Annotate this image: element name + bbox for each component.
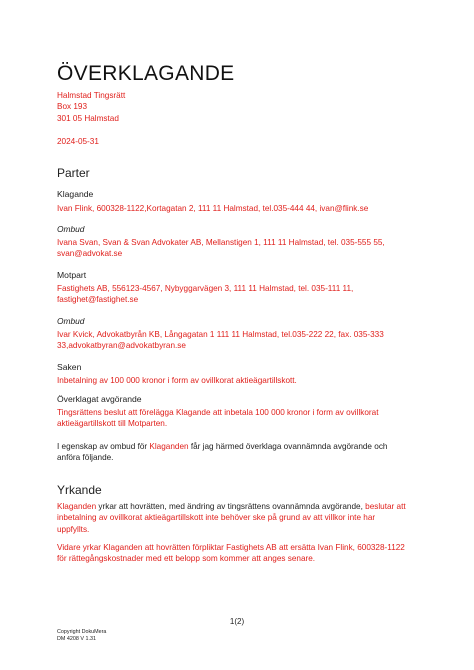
ombud2-label: Ombud — [57, 316, 85, 326]
egenskap-klaganden: Klaganden — [149, 442, 189, 451]
saken-label: Saken — [57, 362, 82, 372]
ombud2-value — [57, 329, 417, 352]
yrkande-p1-line-1 — [57, 501, 417, 512]
yrkande-p1-line-2: inbetalning av ovillkorat aktieägartillskott inte behöver ske på grund av att villkor inte har — [57, 513, 376, 523]
egenskap-paragraph — [57, 441, 417, 464]
ombud1-line-1: Ivana Svan, Svan & Svan Advokater AB, Mellanstigen 1, 111 11 Halmstad, tel. 035-555 55, — [57, 238, 385, 247]
ombud1-value — [57, 237, 417, 260]
overklagat-value — [57, 407, 417, 430]
court-city: 301 05 Halmstad — [57, 113, 119, 123]
overklagat-label: Överklagat avgörande — [57, 394, 142, 404]
court-name: Halmstad Tingsrätt — [57, 91, 126, 100]
page-number: 1(2) — [229, 617, 245, 626]
motpart-line-2: fastighet@fastighet.se — [57, 295, 139, 305]
saken-value — [57, 375, 417, 386]
saken-text: Inbetalning av 100 000 kronor i form av ovillkorat aktieägartillskott. — [57, 376, 297, 385]
yrkande-p1-mid: yrkar att hovrätten, med ändring av tingsrättens ovannämnda avgörande, — [96, 502, 366, 511]
klagande-text: Ivan Flink, 600328-1122,Kortagatan 2, 111 11 Halmstad, tel.035-444 44, ivan@flink.se — [57, 204, 369, 213]
yrkande-beslutar: beslutar att — [365, 502, 406, 511]
yrkande-klaganden: Klaganden — [57, 502, 97, 511]
egenskap-text-pre: I egenskap av ombud för — [57, 442, 150, 451]
egenskap-line-2: anföra följande. — [57, 453, 114, 463]
ombud2-line-2: 33,advokatbyran@advokatbyran.se — [57, 341, 186, 351]
klagande-value — [57, 203, 417, 214]
yrkande-p2-line-2: för rättegångskostnader med ett belopp som kommer att anges senare. — [57, 554, 316, 564]
footer — [57, 629, 106, 643]
motpart-label: Motpart — [57, 270, 87, 280]
footer-version: DM 4208 V 1.31 — [57, 636, 96, 642]
ombud2-line-1: Ivar Kvick, Advokatbyrån KB, Långagatan 1 111 11 Halmstad, tel.035-222 22, fax. 035-333 — [57, 330, 384, 339]
document-date: 2024-05-31 — [57, 137, 99, 146]
yrkande-p1-line-3: uppfyllts. — [57, 524, 90, 534]
yrkande-paragraph-2 — [57, 542, 417, 565]
yrkande-paragraph-1 — [57, 501, 417, 535]
court-address — [57, 90, 125, 124]
section-heading-yrkande: Yrkande — [57, 483, 102, 497]
overklagat-line-1: Tingsrättens beslut att förelägga Klagande att inbetala 100 000 kronor i form av ovillkorat — [57, 408, 379, 417]
document-title: ÖVERKLAGANDE — [57, 62, 235, 85]
footer-copyright: Copyright DokuMera — [57, 629, 107, 635]
egenskap-line-1 — [57, 441, 417, 452]
klagande-label: Klagande — [57, 189, 94, 199]
ombud1-line-2: svan@advokat.se — [57, 249, 123, 259]
section-heading-parter: Parter — [57, 166, 90, 180]
court-box: Box 193 — [57, 102, 88, 112]
motpart-line-1: Fastighets AB, 556123-4567, Nybyggarvägen 3, 111 11 Halmstad, tel. 035-111 11, — [57, 284, 354, 293]
motpart-value — [57, 283, 417, 306]
ombud1-label: Ombud — [57, 224, 85, 234]
egenskap-text-post: får jag härmed överklaga ovannämnda avgörande och — [188, 442, 388, 451]
yrkande-p2-line-1: Vidare yrkar Klaganden att hovrätten förpliktar Fastighets AB att ersätta Ivan Flink, 600328-1122 — [57, 543, 405, 552]
overklagat-line-2: aktieägartillskott till Motparten. — [57, 419, 168, 429]
